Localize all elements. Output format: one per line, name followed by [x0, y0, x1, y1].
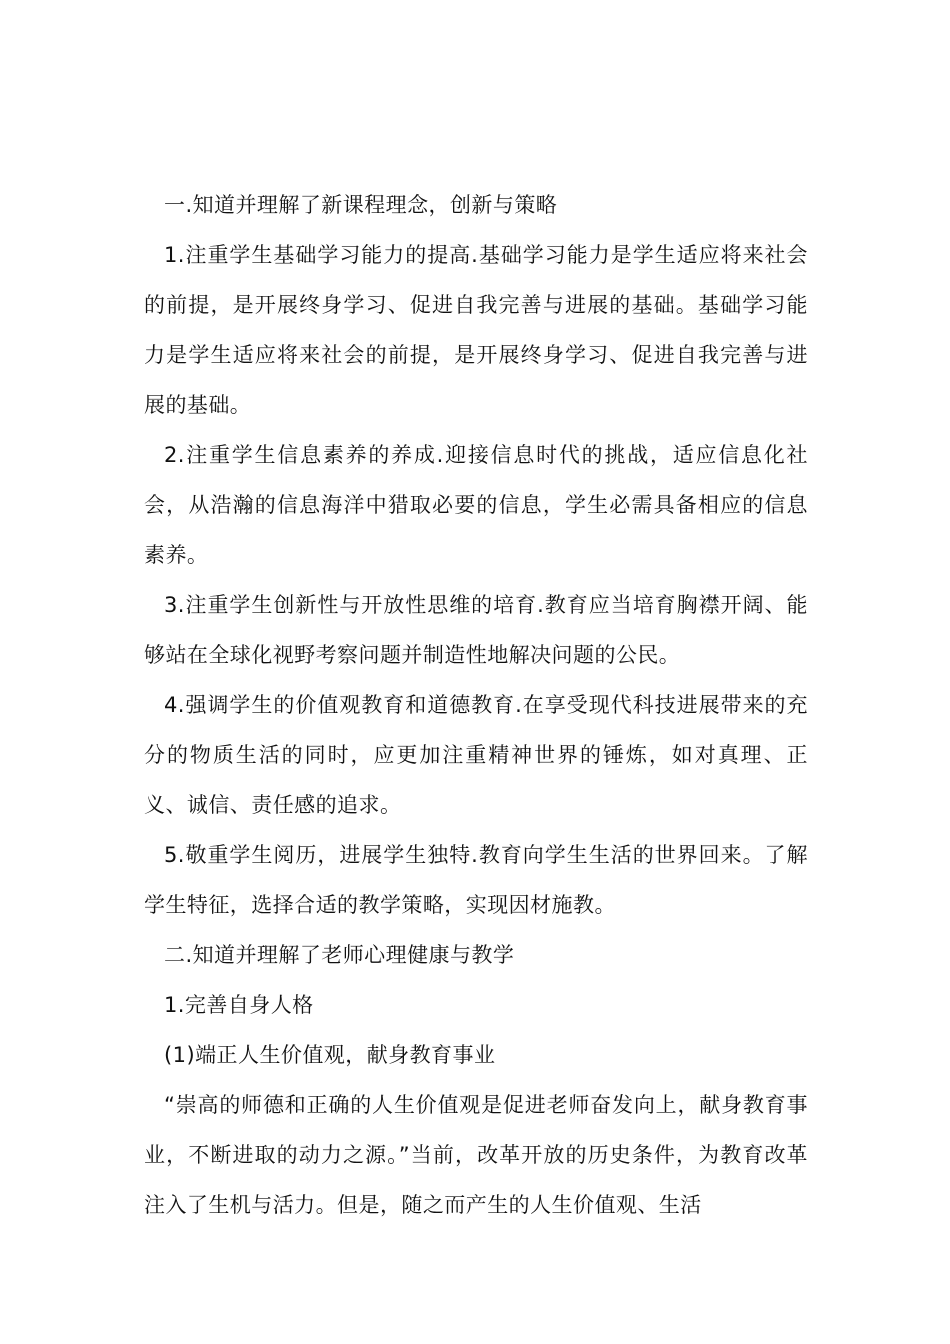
- section-heading-2: 二.知道并理解了老师心理健康与教学: [164, 943, 515, 967]
- section-heading-1: 一.知道并理解了新课程理念，创新与策略: [164, 193, 558, 217]
- subheading-1-1: (1)端正人生价值观，献身教育事业: [164, 1043, 496, 1067]
- paragraph-item-5: 5.敬重学生阅历，进展学生独特.教育向学生生活的世界回来。了解学生特征，选择合适的教学策略，实现因材施教。: [144, 843, 808, 917]
- paragraph-item-4: 4.强调学生的价值观教育和道德教育.在享受现代科技进展带来的充分的物质生活的同时，应更加注重精神世界的锤炼，如对真理、正义、诚信、责任感的追求。: [144, 693, 808, 817]
- paragraph-item-2: 2.注重学生信息素养的养成.迎接信息时代的挑战，适应信息化社会，从浩瀚的信息海洋中猎取必要的信息，学生必需具备相应的信息素养。: [144, 443, 808, 567]
- subheading-1: 1.完善自身人格: [164, 993, 314, 1017]
- document-body: [144, 180, 808, 1230]
- paragraph-quote: “崇高的师德和正确的人生价值观是促进老师奋发向上，献身教育事业，不断进取的动力之源。”当前，改革开放的历史条件，为教育改革注入了生机与活力。但是，随之而产生的人生价值观、生活: [144, 1093, 808, 1217]
- paragraph-item-1: 1.注重学生基础学习能力的提高.基础学习能力是学生适应将来社会的前提，是开展终身学习、促进自我完善与进展的基础。基础学习能力是学生适应将来社会的前提，是开展终身学习、促进自我完善与进展的基础。: [144, 243, 808, 417]
- paragraph-item-3: 3.注重学生创新性与开放性思维的培育.教育应当培育胸襟开阔、能够站在全球化视野考察问题并制造性地解决问题的公民。: [144, 593, 808, 667]
